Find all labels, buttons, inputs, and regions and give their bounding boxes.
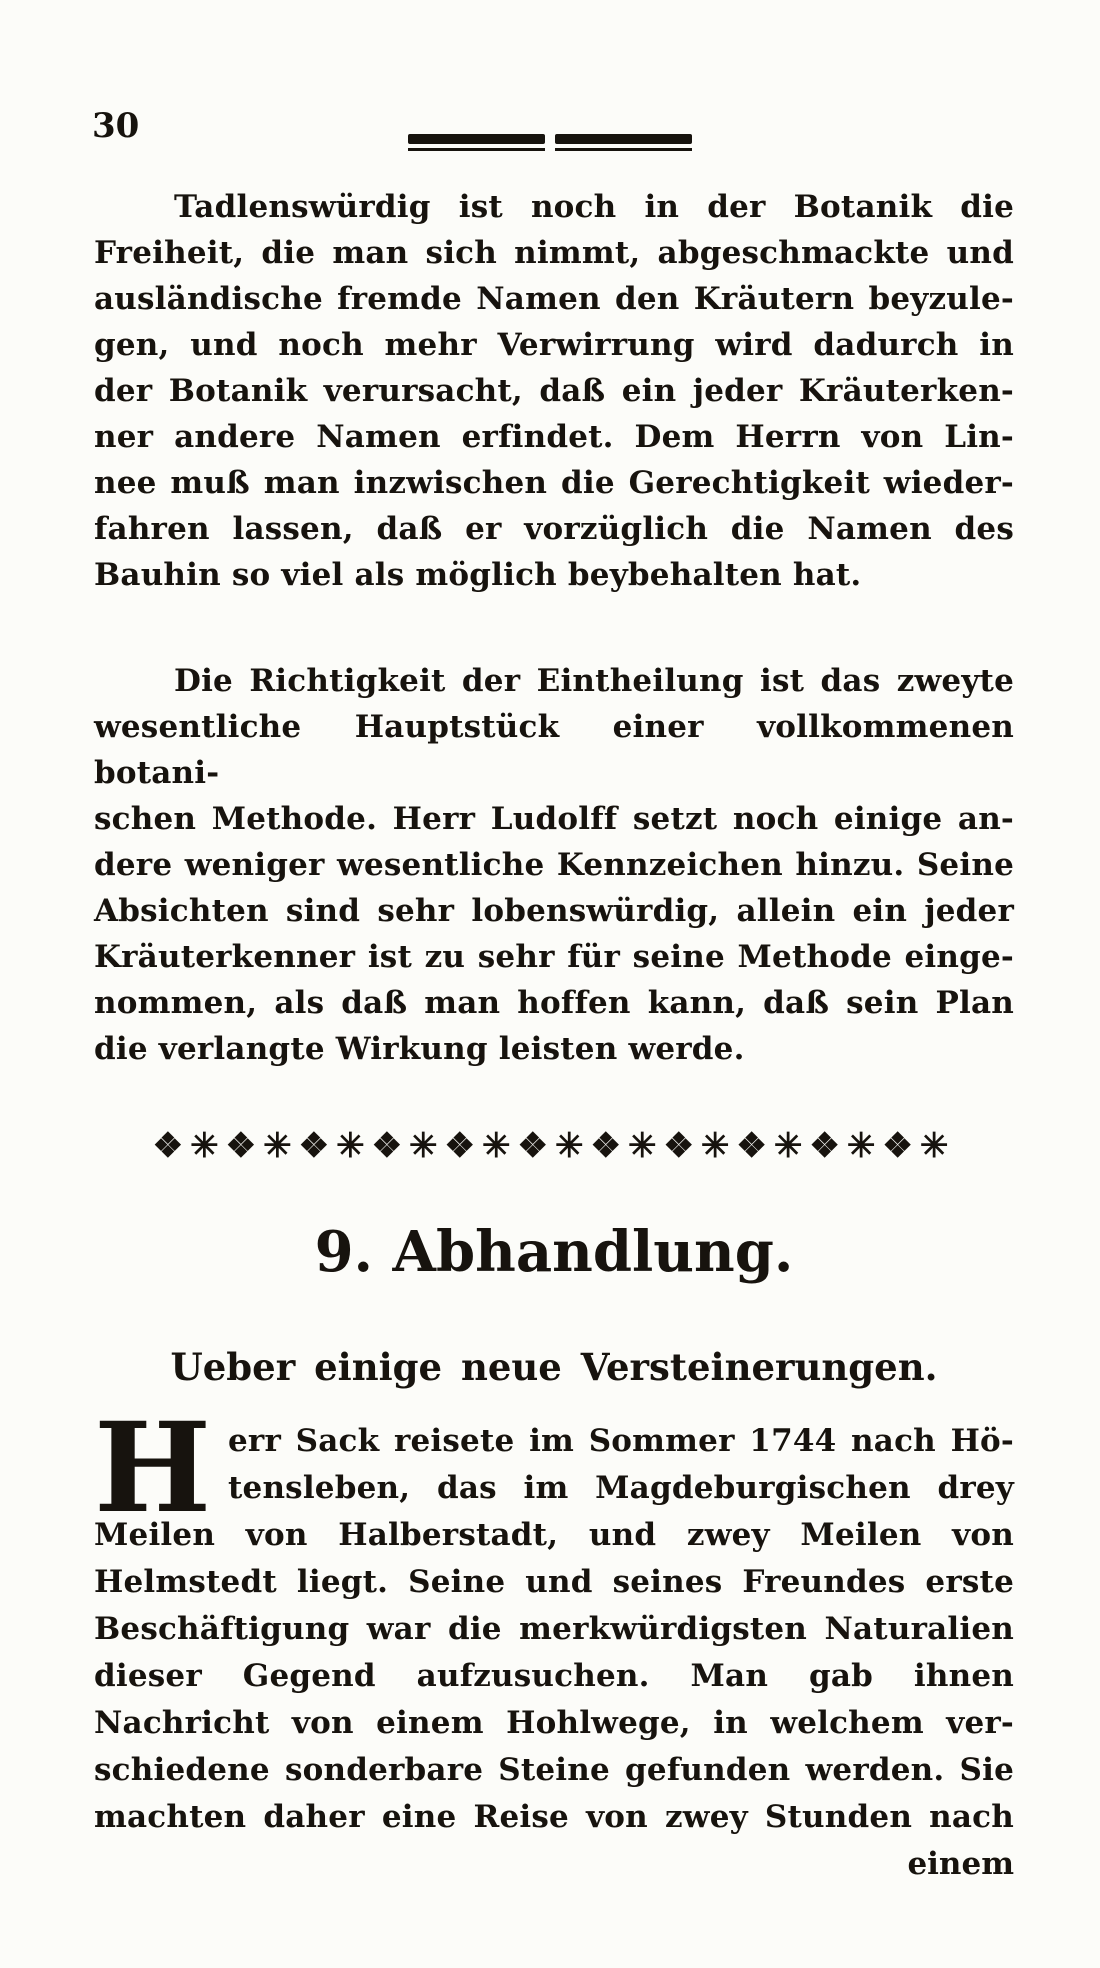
text-line: Helmstedt liegt. Seine und seines Freundes erste — [94, 1564, 1014, 1600]
text-line: err Sack reisete im Sommer 1744 nach Hö- — [228, 1423, 1014, 1459]
page-content — [94, 0, 1014, 1888]
text-line: dere weniger wesentliche Kennzeichen hinzu. Seine — [94, 847, 1014, 883]
text-line: gen, und noch mehr Verwirrung wird dadurch in — [94, 327, 1014, 363]
text-line: Kräuterkenner ist zu sehr für seine Methode einge- — [94, 939, 1014, 975]
page-number: 30 — [92, 106, 140, 146]
text-line: nee muß man inzwischen die Gerechtigkeit wieder- — [94, 465, 1014, 501]
paragraph-botany-names — [94, 184, 1014, 598]
text-line: Die Richtigkeit der Eintheilung ist das zweyte — [174, 663, 1014, 699]
text-line: schen Methode. Herr Ludolff setzt noch einige an- — [94, 801, 1014, 837]
text-line: Nachricht von einem Hohlwege, in welchem ver- — [94, 1705, 1014, 1741]
text-line: Absichten sind sehr lobenswürdig, allein ein jeder — [94, 893, 1014, 929]
section-heading: 9. Abhandlung. — [314, 1219, 794, 1285]
text-line: fahren lassen, daß er vorzüglich die Namen des — [94, 511, 1014, 547]
catchword: einem — [907, 1846, 1014, 1882]
text-line: dieser Gegend aufzusuchen. Man gab ihnen — [94, 1658, 1014, 1694]
ornament-divider: ❖✳❖✳❖✳❖✳❖✳❖✳❖✳❖✳❖✳❖✳❖✳ — [152, 1126, 956, 1166]
text-line: schiedene sonderbare Steine gefunden werden. Sie — [94, 1752, 1014, 1788]
text-line: Meilen von Halberstadt, und zwey Meilen von — [94, 1517, 1014, 1553]
text-line: wesentliche Hauptstück einer vollkommenen botani- — [94, 709, 1014, 791]
text-line: Beschäftigung war die merkwürdigsten Naturalien — [94, 1611, 1014, 1647]
text-line: der Botanik verursacht, daß ein jeder Kräuterken- — [94, 373, 1014, 409]
text-line: ner andere Namen erfindet. Dem Herrn von Lin- — [94, 419, 1014, 455]
paragraph-classification-method — [94, 658, 1014, 1072]
text-line: Bauhin so viel als möglich beybehalten hat. — [94, 557, 862, 593]
text-line: die verlangte Wirkung leisten werde. — [94, 1031, 745, 1067]
text-line: nommen, als daß man hoffen kann, daß sein Plan — [94, 985, 1014, 1021]
text-line: Freiheit, die man sich nimmt, abgeschmackte und — [94, 235, 1014, 271]
text-line: ausländische fremde Namen den Kräutern beyzule- — [94, 281, 1014, 317]
text-line: Tadlenswürdig ist noch in der Botanik die — [174, 189, 1014, 225]
section-subtitle: Ueber einige neue Versteinerungen. — [170, 1345, 938, 1389]
text-line: machten daher eine Reise von zwey Stunden nach — [94, 1799, 1014, 1835]
paragraph-sack-journey — [94, 1396, 1014, 1841]
drop-cap-letter: H — [94, 1396, 212, 1541]
text-line: tensleben, das im Magdeburgischen drey — [228, 1470, 1014, 1506]
